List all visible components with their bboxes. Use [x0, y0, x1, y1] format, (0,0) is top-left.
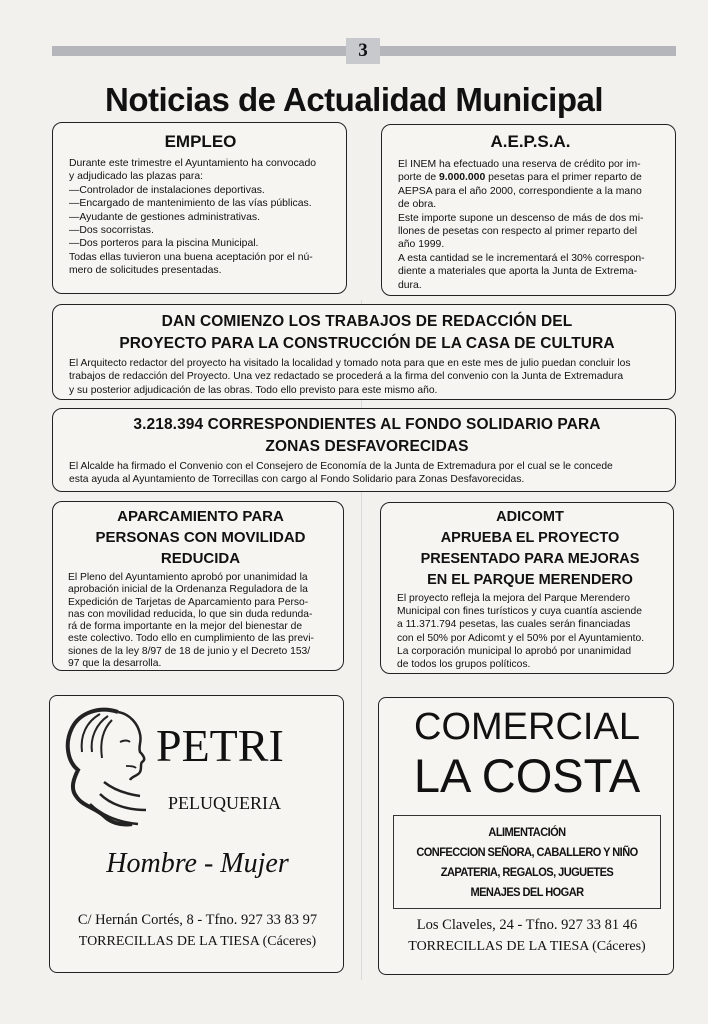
aepsa-line: El INEM ha efectuado una reserva de crédito por im- — [398, 159, 641, 170]
adicomt-line: de todos los grupos políticos. — [397, 659, 531, 671]
costa-service: ALIMENTACIÓN — [488, 825, 566, 839]
empleo-text — [69, 157, 332, 278]
aparcamiento-line: siones de la ley 8/97 de 18 de junio y el Decreto 153/ — [68, 645, 311, 657]
aepsa-line: llones de pesetas con respecto al primer reparto del — [398, 226, 638, 238]
aepsa-line: AEPSA para el año 2000, correspondiente a la mano — [398, 185, 642, 197]
adicomt-line: a 11.371.794 pesetas, las cuales serán financiadas — [397, 619, 631, 631]
adicomt-line: El proyecto refleja la mejora del Parque Merendero — [397, 593, 630, 604]
costa-services-box — [393, 815, 661, 909]
empleo-line: —Controlador de instalaciones deportivas. — [69, 184, 265, 196]
page-number: 3 — [346, 38, 380, 64]
aepsa-line: año 1999. — [398, 239, 445, 251]
adicomt-text — [397, 592, 663, 671]
fondo-line: esta ayuda al Ayuntamiento de Torrecillas con cargo al Fondo Solidario para Zonas Desfavorecidas. — [69, 474, 525, 486]
fondo-heading: ZONAS DESFAVORECIDAS — [265, 438, 469, 455]
empleo-line: Todas ellas tuvieron una buena aceptación por el nú- — [69, 251, 313, 263]
page-title: Noticias de Actualidad Municipal — [104, 81, 604, 118]
cultura-heading: DAN COMIENZO LOS TRABAJOS DE REDACCIÓN DEL — [161, 313, 573, 330]
empleo-heading: EMPLEO — [164, 132, 237, 151]
empleo-line: —Dos socorristas. — [69, 225, 154, 237]
aepsa-inline: pesetas para el primer reparto de — [485, 172, 642, 184]
petri-slogan: Hombre - Mujer — [106, 848, 289, 879]
aepsa-heading: A.E.P.S.A. — [490, 132, 571, 151]
aparcamiento-heading: APARCAMIENTO PARA — [117, 508, 284, 525]
aparcamiento-box — [52, 501, 344, 671]
aparcamiento-line: rá de forma importante en la mejor del bienestar de — [68, 621, 303, 633]
aepsa-line: Este importe supone un descenso de más de dos mi- — [398, 212, 644, 224]
aepsa-line: diente a materiales que aporta la Junta de Extrema- — [398, 266, 638, 278]
aepsa-line — [398, 171, 663, 184]
aepsa-line: dura. — [398, 279, 422, 291]
petri-ad — [49, 695, 344, 973]
aepsa-line: A esta cantidad se le incrementará el 30% correspon- — [398, 252, 645, 264]
costa-name-1: COMERCIAL — [414, 706, 640, 748]
cultura-box — [52, 304, 676, 400]
empleo-line: —Dos porteros para la piscina Municipal. — [69, 238, 259, 250]
woman-profile-logo — [60, 704, 156, 832]
aparcamiento-heading: REDUCIDA — [160, 550, 241, 567]
petri-name: PETRI — [156, 720, 284, 771]
petri-town: TORRECILLAS DE LA TIESA (Cáceres) — [78, 934, 317, 949]
adicomt-line: Municipal con fines turísticos y cuya cuantía asciende — [397, 606, 642, 618]
aparcamiento-heading: PERSONAS CON MOVILIDAD — [95, 529, 306, 546]
cultura-line: y su posterior adjudicación de las obras. Todo ello previsto para este mismo año. — [69, 384, 438, 396]
la-costa-ad — [378, 697, 674, 975]
aparcamiento-line: aprobación inicial de la Ordenanza Reguladora de la — [68, 584, 308, 596]
column-divider — [361, 300, 362, 980]
aparcamiento-line: Expedición de Tarjetas de Aparcamiento para Perso- — [68, 596, 309, 608]
fondo-line: El Alcalde ha firmado el Convenio con el Consejero de Economía de la Junta de Extremadura por el cual se le concede — [69, 461, 613, 472]
petri-type: PELUQUERIA — [168, 793, 281, 813]
aparcamiento-line: este colectivo. Todo ello en cumplimiento de las previ- — [68, 633, 314, 645]
fondo-box — [52, 408, 676, 492]
cultura-line: trabajos de redacción del Proyecto. Una vez redactado se procederá a la firma del convenio con la Junta de Extremadura — [69, 371, 624, 383]
costa-town: TORRECILLAS DE LA TIESA (Cáceres) — [408, 939, 646, 954]
adicomt-heading: EN EL PARQUE MERENDERO — [427, 572, 633, 588]
adicomt-heading: APRUEBA EL PROYECTO — [440, 530, 620, 546]
empleo-line: mero de solicitudes presentadas. — [69, 265, 222, 277]
costa-address: Los Claveles, 24 - Tfno. 927 33 81 46 — [416, 917, 638, 933]
aepsa-amount: 9.000.000 — [439, 172, 486, 184]
costa-service: CONFECCION SEÑORA, CABALLERO Y NIÑO — [416, 845, 638, 859]
adicomt-line: La corporación municipal lo aprobó por unanimidad — [397, 645, 632, 657]
aparcamiento-line: El Pleno del Ayuntamiento aprobó por unanimidad la — [68, 572, 308, 583]
costa-name-2: LA COSTA — [413, 749, 641, 802]
costa-service: MENAJES DEL HOGAR — [470, 885, 584, 899]
aepsa-inline: porte de — [398, 172, 440, 184]
aparcamiento-line: 97 que la desarrolla. — [68, 658, 162, 670]
fondo-text — [69, 460, 665, 487]
aparcamiento-line: nas con movilidad reducida, lo que sin duda redunda- — [68, 608, 313, 620]
adicomt-heading: ADICOMT — [496, 509, 564, 525]
adicomt-box — [380, 502, 674, 674]
cultura-line: El Arquitecto redactor del proyecto ha visitado la localidad y tomado nota para que en este mes de julio puedan concluir los — [69, 358, 631, 369]
empleo-line: —Encargado de mantenimiento de las vías públicas. — [69, 198, 312, 210]
empleo-line: Durante este trimestre el Ayuntamiento ha convocado — [69, 158, 317, 169]
petri-address: C/ Hernán Cortés, 8 - Tfno. 927 33 83 97 — [77, 912, 318, 928]
empleo-box — [52, 122, 347, 294]
aepsa-box — [381, 124, 676, 296]
cultura-text — [69, 357, 665, 397]
aepsa-line: de obra. — [398, 199, 437, 211]
aparcamiento-text — [68, 572, 333, 670]
cultura-heading: PROYECTO PARA LA CONSTRUCCIÓN DE LA CASA DE CULTURA — [119, 335, 615, 352]
empleo-line: y adjudicado las plazas para: — [69, 171, 204, 183]
fondo-heading: 3.218.394 CORRESPONDIENTES AL FONDO SOLIDARIO PARA — [133, 416, 601, 433]
empleo-line: —Ayudante de gestiones administrativas. — [69, 211, 260, 223]
aepsa-text — [398, 158, 663, 292]
adicomt-heading: PRESENTADO PARA MEJORAS — [420, 551, 640, 567]
adicomt-line: con el 50% por Adicomt y el 50% por el Ayuntamiento. — [397, 632, 645, 644]
costa-service: ZAPATERIA, REGALOS, JUGUETES — [440, 865, 614, 879]
